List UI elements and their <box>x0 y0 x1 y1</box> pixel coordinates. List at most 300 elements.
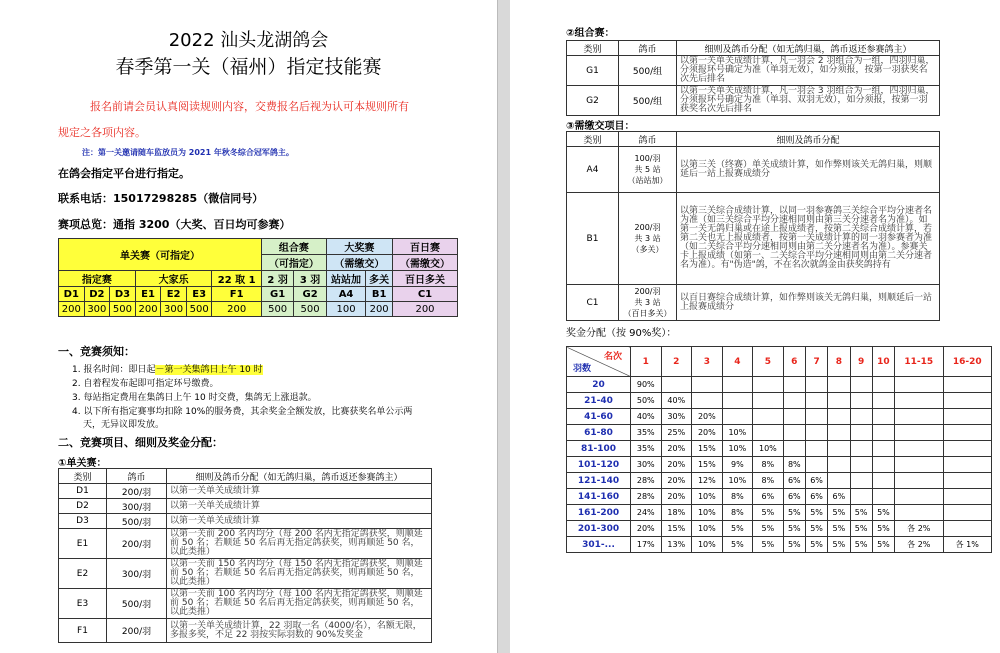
fee-table <box>566 131 940 321</box>
page-right <box>510 0 1000 653</box>
prize-cell <box>943 393 992 409</box>
prize-cell <box>895 377 943 393</box>
single-heading: ①单关赛： <box>58 458 107 469</box>
prize-col-header: 5 <box>753 347 784 377</box>
prize-cell <box>828 409 850 425</box>
table-row <box>567 489 992 505</box>
group-price: 500/组 <box>619 86 677 116</box>
table-row <box>59 529 432 559</box>
prize-cell: 20% <box>692 409 723 425</box>
prize-cell: 6% <box>805 473 827 489</box>
single-type: E3 <box>59 589 107 619</box>
table-row <box>567 425 992 441</box>
prize-col-header: 9 <box>850 347 872 377</box>
table-row <box>567 377 992 393</box>
prize-cell <box>850 409 872 425</box>
summary-price-b1: 200 <box>366 302 393 317</box>
prize-cell <box>805 393 827 409</box>
prize-row-label: 61-80 <box>567 425 631 441</box>
prize-cell <box>783 377 805 393</box>
summary-price-a4: 100 <box>326 302 365 317</box>
prize-cell: 5% <box>850 505 872 521</box>
prize-row-label: 20 <box>567 377 631 393</box>
summary-price-e3: 500 <box>186 302 212 317</box>
summary-hundred-sub: （需缴交） <box>393 255 458 271</box>
prize-cell: 8% <box>722 505 753 521</box>
prize-cell <box>722 393 753 409</box>
prize-cell <box>872 441 894 457</box>
prize-cell <box>872 473 894 489</box>
prize-cell <box>850 489 872 505</box>
summary-code-e3: E3 <box>186 287 212 302</box>
summary-single: 单关赛（可指定） <box>59 239 262 271</box>
summary-code-c1: C1 <box>393 287 458 302</box>
prize-cell <box>943 441 992 457</box>
prize-cell: 5% <box>753 521 784 537</box>
prize-cell: 15% <box>692 457 723 473</box>
single-type: D3 <box>59 514 107 529</box>
prize-cell: 17% <box>631 537 662 553</box>
summary-hundred-multi: 百日多关 <box>393 271 458 287</box>
fee-type: A4 <box>567 147 619 193</box>
table-row <box>567 537 992 553</box>
summary-zhanzhanjia: 站站加 <box>326 271 365 287</box>
prize-cell <box>895 457 943 473</box>
prize-cell: 20% <box>661 441 692 457</box>
prize-corner-bottom: 羽数 <box>573 364 592 374</box>
fee-type: C1 <box>567 285 619 321</box>
summary-code-a4: A4 <box>326 287 365 302</box>
single-detail: 以第一关单关成绩计算 <box>167 514 432 529</box>
prize-cell: 5% <box>828 537 850 553</box>
table-row <box>567 441 992 457</box>
group-detail: 以第一关单关成绩计算，凡一羽会 3 羽组合为一组，四羽归巢，分须报环号确定为准（单羽、双羽无效），如分须报，按第一羽获奖名次先后排名 <box>677 86 940 116</box>
group-col-detail: 细则及鸽币分配（如无鸽归巢，鸽币返还参赛鸽主） <box>677 41 940 56</box>
prize-cell: 30% <box>661 409 692 425</box>
summary-price-e1: 200 <box>135 302 161 317</box>
group-col-type: 类别 <box>567 41 619 56</box>
group-heading: ②组合赛： <box>566 28 615 39</box>
page-left <box>0 0 497 653</box>
prize-cell: 28% <box>631 489 662 505</box>
prize-cell: 5% <box>805 505 827 521</box>
prize-cell <box>692 393 723 409</box>
prize-col-header: 2 <box>661 347 692 377</box>
single-col-type: 类别 <box>59 469 107 484</box>
single-col-detail: 细则及鸽币分配（如无鸽归巢，鸽币返还参赛鸽主） <box>167 469 432 484</box>
prize-cell: 90% <box>631 377 662 393</box>
prize-col-header: 6 <box>783 347 805 377</box>
prize-col-header: 16-20 <box>943 347 992 377</box>
prize-cell <box>895 473 943 489</box>
summary-hundred: 百日赛 <box>393 239 458 255</box>
summary-price-c1: 200 <box>393 302 458 317</box>
single-col-price: 鸽币 <box>107 469 167 484</box>
prize-cell <box>850 473 872 489</box>
prize-cell: 35% <box>631 425 662 441</box>
prize-cell: 40% <box>661 393 692 409</box>
prize-cell: 5% <box>722 521 753 537</box>
prize-cell: 15% <box>661 521 692 537</box>
prize-cell <box>753 377 784 393</box>
summary-g2yu: 2 羽 <box>261 271 293 287</box>
prize-cell: 9% <box>722 457 753 473</box>
prize-cell <box>661 377 692 393</box>
prize-cell <box>828 457 850 473</box>
fee-price-amount: 100/羽 <box>634 154 661 163</box>
fee-col-type: 类别 <box>567 132 619 147</box>
fee-price-kind: （站站加） <box>627 176 668 185</box>
rule2: 2. 自着程发布起即可指定环号缴费。 <box>72 379 219 389</box>
prize-cell: 6% <box>783 489 805 505</box>
prize-cell <box>872 457 894 473</box>
prize-cell: 5% <box>828 505 850 521</box>
single-price: 200/羽 <box>107 484 167 499</box>
prize-cell <box>722 377 753 393</box>
table-row <box>59 559 432 589</box>
prize-cell: 8% <box>753 473 784 489</box>
fee-detail: 以第三关（终赛）单关成绩计算，如作弊则该关无鸽归巢，则顺延后一站上报赛成绩分 <box>677 147 940 193</box>
prize-row-label: 161-200 <box>567 505 631 521</box>
single-price: 500/羽 <box>107 589 167 619</box>
prize-cell: 5% <box>783 521 805 537</box>
prize-cell <box>805 409 827 425</box>
prize-cell: 10% <box>692 521 723 537</box>
fee-col-price: 鸽币 <box>619 132 677 147</box>
prize-col-header: 10 <box>872 347 894 377</box>
prize-cell: 15% <box>692 441 723 457</box>
prize-cell: 10% <box>722 425 753 441</box>
prize-cell <box>828 441 850 457</box>
fee-price-amount: 200/羽 <box>634 287 661 296</box>
prize-cell: 各 2% <box>895 537 943 553</box>
fee-type: B1 <box>567 193 619 285</box>
prize-cell: 5% <box>783 505 805 521</box>
prize-cell: 8% <box>722 489 753 505</box>
single-type: F1 <box>59 619 107 643</box>
table-row <box>59 484 432 499</box>
table-row <box>59 619 432 643</box>
prize-cell <box>850 377 872 393</box>
fee-heading: ③需缴交项目： <box>566 121 635 132</box>
prize-cell: 5% <box>753 537 784 553</box>
summary-code-e1: E1 <box>135 287 161 302</box>
prize-cell: 5% <box>872 505 894 521</box>
group-table <box>566 40 940 116</box>
prize-cell <box>805 425 827 441</box>
table-row <box>567 86 940 116</box>
single-detail: 以第一关单关成绩计算 <box>167 499 432 514</box>
prize-cell <box>753 425 784 441</box>
prize-cell: 20% <box>661 473 692 489</box>
prize-cell <box>943 377 992 393</box>
summary-group: 组合赛 <box>261 239 326 255</box>
prize-cell <box>692 377 723 393</box>
prize-cell: 30% <box>631 457 662 473</box>
prize-cell <box>850 393 872 409</box>
prize-cell <box>943 505 992 521</box>
prize-cell: 20% <box>661 489 692 505</box>
table-row <box>567 473 992 489</box>
table-row <box>567 193 940 285</box>
prize-cell: 10% <box>692 537 723 553</box>
table-row <box>59 499 432 514</box>
prize-cell <box>828 425 850 441</box>
prize-cell <box>872 425 894 441</box>
prize-table <box>566 346 992 553</box>
single-price: 300/羽 <box>107 559 167 589</box>
single-detail: 以第一关单关成绩计算 <box>167 484 432 499</box>
fee-price <box>619 285 677 321</box>
prize-col-header: 8 <box>828 347 850 377</box>
prize-row-label: 41-60 <box>567 409 631 425</box>
fee-col-detail: 细则及鸽币分配 <box>677 132 940 147</box>
prize-cell: 20% <box>631 521 662 537</box>
summary-group-sub: （可指定） <box>261 255 326 271</box>
fee-price-kind: （多关） <box>631 245 664 254</box>
summary-code-b1: B1 <box>366 287 393 302</box>
prize-cell: 20% <box>661 457 692 473</box>
prize-cell <box>943 425 992 441</box>
prize-cell <box>805 441 827 457</box>
prize-cell <box>828 377 850 393</box>
summary-grand: 大奖赛 <box>326 239 392 255</box>
summary-price-d2: 300 <box>84 302 110 317</box>
prize-col-header: 11-15 <box>895 347 943 377</box>
summary-price-e2: 300 <box>161 302 187 317</box>
prize-cell <box>895 505 943 521</box>
prize-row-label: 301-... <box>567 537 631 553</box>
summary-price-f1: 200 <box>212 302 261 317</box>
prize-cell <box>872 489 894 505</box>
prize-cell <box>943 473 992 489</box>
single-price: 200/羽 <box>107 529 167 559</box>
single-type: D1 <box>59 484 107 499</box>
notice-line2: 规定之各项内容。 <box>58 126 146 139</box>
prize-cell: 12% <box>692 473 723 489</box>
prize-cell <box>943 489 992 505</box>
summary-price-g1: 500 <box>261 302 293 317</box>
prize-cell: 20% <box>692 425 723 441</box>
prize-cell <box>943 409 992 425</box>
table-row <box>567 457 992 473</box>
prize-cell <box>783 393 805 409</box>
prize-cell <box>783 425 805 441</box>
summary-code-d3: D3 <box>110 287 136 302</box>
prize-cell: 8% <box>783 457 805 473</box>
summary-price-g2: 500 <box>294 302 326 317</box>
summary-g3yu: 3 羽 <box>294 271 326 287</box>
summary-grand-sub: （需缴交） <box>326 255 392 271</box>
prize-cell <box>783 409 805 425</box>
summary-code-d2: D2 <box>84 287 110 302</box>
prize-cell: 18% <box>661 505 692 521</box>
fee-price-stations: 共 3 站 <box>634 298 661 307</box>
prize-cell: 5% <box>828 521 850 537</box>
prize-heading: 奖金分配（按 90%奖）： <box>566 328 677 339</box>
prize-cell: 13% <box>661 537 692 553</box>
section1-heading: 一、竞赛须知： <box>58 345 135 358</box>
single-price: 500/羽 <box>107 514 167 529</box>
rule4: 4. 以下所有指定赛事均扣除 10%的服务费，其余奖金全额发放，比赛获奖名单公示两 <box>72 407 413 417</box>
prize-cell <box>805 457 827 473</box>
prize-corner-top: 名次 <box>603 352 622 362</box>
prize-corner <box>567 347 631 377</box>
single-table <box>58 468 432 643</box>
table-row <box>567 521 992 537</box>
table-row <box>567 409 992 425</box>
rule1-text: 1. 报名时间：即日起 <box>72 365 156 375</box>
prize-col-header: 7 <box>805 347 827 377</box>
prize-cell <box>783 441 805 457</box>
summary-code-d1: D1 <box>59 287 85 302</box>
prize-col-header: 1 <box>631 347 662 377</box>
prize-col-header: 4 <box>722 347 753 377</box>
single-type: E1 <box>59 529 107 559</box>
overview-text: 赛项总览：通指 3200（大奖、百日均可参赛） <box>58 218 291 231</box>
prize-cell <box>895 441 943 457</box>
page-gap-scrollbar[interactable] <box>497 0 510 653</box>
prize-cell: 5% <box>872 537 894 553</box>
single-detail: 以第一关前 200 名内均分（每 200 名内无指定鸽获奖，则顺延前 50 名；若顺延 50 名后再无指定鸽获奖，则再顺延 50 名，以此类推） <box>167 529 432 559</box>
table-row <box>567 505 992 521</box>
fee-price-amount: 200/羽 <box>634 223 661 232</box>
summary-price-d3: 500 <box>110 302 136 317</box>
prize-row-label: 81-100 <box>567 441 631 457</box>
prize-row-label: 201-300 <box>567 521 631 537</box>
group-type: G2 <box>567 86 619 116</box>
prize-cell: 6% <box>828 489 850 505</box>
prize-cell: 50% <box>631 393 662 409</box>
prize-cell: 5% <box>783 537 805 553</box>
summary-zhiding: 指定赛 <box>59 271 136 287</box>
phone-text: 联系电话：15017298285（微信同号） <box>58 192 264 205</box>
prize-cell: 28% <box>631 473 662 489</box>
summary-price-d1: 200 <box>59 302 85 317</box>
group-type: G1 <box>567 56 619 86</box>
prize-cell: 6% <box>783 473 805 489</box>
fee-price-stations: 共 3 站 <box>634 234 661 243</box>
single-detail: 以第一关单关成绩计算，22 羽取一名（4000/名），名额无限，多报多奖，不足 22 羽按实际羽数的 90%发奖金 <box>167 619 432 643</box>
single-price: 200/羽 <box>107 619 167 643</box>
group-col-price: 鸽币 <box>619 41 677 56</box>
prize-cell: 6% <box>805 489 827 505</box>
fee-price <box>619 147 677 193</box>
prize-cell <box>895 489 943 505</box>
summary-code-f1: F1 <box>212 287 261 302</box>
prize-cell: 5% <box>805 521 827 537</box>
prize-row-label: 141-160 <box>567 489 631 505</box>
prize-cell: 40% <box>631 409 662 425</box>
prize-cell <box>850 425 872 441</box>
prize-cell: 10% <box>692 505 723 521</box>
table-row <box>567 56 940 86</box>
single-detail: 以第一关前 150 名内均分（每 150 名内无指定鸽获奖，则顺延前 50 名；若顺延 50 名后再无指定鸽获奖，则再顺延 50 名，以此类推） <box>167 559 432 589</box>
rule1-highlight: －第一关集鸽日上午 10 时 <box>155 365 263 375</box>
table-row <box>567 147 940 193</box>
fee-detail: 以第三关综合成绩计算，以同一羽参赛鸽三关综合平均分速者名为准（如三关综合平均分速相同则由第三关分速者名为准）。如第一关无鸽归巢或在途上报成绩者，按第二关综合成绩计算，若第二关也无上报成绩者，按第一关成绩计算的同一羽参赛者为准（如二关综合平均分速相同则由第二关分速者名为准）。参赛关卡上报成绩（如第一、二关综合平均分速相同则由第二关分速者名为准）。有"伪造"鸽，不在名次就鸽金由获奖鸽持有 <box>677 193 940 285</box>
prize-cell: 10% <box>692 489 723 505</box>
table-row <box>59 514 432 529</box>
prize-cell: 10% <box>722 441 753 457</box>
prize-cell: 5% <box>722 537 753 553</box>
summary-q22: 22 取 1 <box>212 271 261 287</box>
single-type: D2 <box>59 499 107 514</box>
doc-title-line1: 2022 汕头龙湖鸽会 <box>168 30 329 51</box>
summary-duoguan: 多关 <box>366 271 393 287</box>
prize-cell: 5% <box>805 537 827 553</box>
prize-col-header: 3 <box>692 347 723 377</box>
prize-cell <box>943 521 992 537</box>
prize-cell: 8% <box>753 457 784 473</box>
prize-row-label: 121-140 <box>567 473 631 489</box>
prize-cell: 6% <box>753 489 784 505</box>
prize-cell: 5% <box>753 505 784 521</box>
summary-code-e2: E2 <box>161 287 187 302</box>
prize-cell: 各 1% <box>943 537 992 553</box>
prize-cell <box>872 377 894 393</box>
rule1 <box>72 362 263 375</box>
prize-cell <box>895 425 943 441</box>
fee-price-kind: （百日多关） <box>623 309 672 318</box>
prize-cell <box>805 377 827 393</box>
notice-line1: 报名前请会员认真阅读规则内容，交费报名后视为认可本规则所有 <box>90 100 409 113</box>
rule4-cont: 天，无异议即发放。 <box>83 420 165 430</box>
prize-cell <box>828 473 850 489</box>
summary-dajiale: 大家乐 <box>135 271 212 287</box>
prize-cell: 5% <box>850 521 872 537</box>
platform-text: 在鸽会指定平台进行指定。 <box>58 167 190 180</box>
table-row <box>59 589 432 619</box>
prize-cell: 25% <box>661 425 692 441</box>
prize-cell: 5% <box>872 521 894 537</box>
prize-cell <box>943 457 992 473</box>
fee-price <box>619 193 677 285</box>
table-row <box>567 285 940 321</box>
note-text: 注：第一关邀请随车监放员为 2021 年秋冬综合冠军鸽主。 <box>82 148 294 157</box>
prize-row-label: 101-120 <box>567 457 631 473</box>
fee-detail: 以百日赛综合成绩计算，如作弊则该关无鸽归巢，则顺延后一站上报赛成绩分 <box>677 285 940 321</box>
prize-cell: 10% <box>753 441 784 457</box>
prize-cell <box>828 393 850 409</box>
doc-title-line2: 春季第一关（福州）指定技能赛 <box>115 56 382 78</box>
table-row <box>567 393 992 409</box>
prize-cell <box>895 409 943 425</box>
rule3: 3. 每站指定费用在集鸽日上午 10 时交费，集鸽无上涨退款。 <box>72 393 317 403</box>
prize-cell <box>850 441 872 457</box>
prize-cell <box>872 393 894 409</box>
prize-cell: 24% <box>631 505 662 521</box>
prize-cell <box>895 393 943 409</box>
fee-price-stations: 共 5 站 <box>634 165 661 174</box>
prize-cell: 各 2% <box>895 521 943 537</box>
single-price: 300/羽 <box>107 499 167 514</box>
single-detail: 以第一关前 100 名内均分（每 100 名内无指定鸽获奖，则顺延前 50 名；若顺延 50 名后再无指定鸽获奖，则再顺延 50 名，以此类推） <box>167 589 432 619</box>
prize-cell <box>850 457 872 473</box>
prize-cell <box>722 409 753 425</box>
prize-cell: 10% <box>722 473 753 489</box>
prize-row-label: 21-40 <box>567 393 631 409</box>
summary-code-g2: G2 <box>294 287 326 302</box>
prize-cell: 5% <box>850 537 872 553</box>
group-detail: 以第一关单关成绩计算，凡一羽会 2 羽组合为一组，四羽归巢，分须报环号确定为准（单羽无效），如分须报，按第一羽获奖名次先后排名 <box>677 56 940 86</box>
summary-table <box>58 238 458 317</box>
section2-heading: 二、竞赛项目、细则及奖金分配： <box>58 436 223 449</box>
group-price: 500/组 <box>619 56 677 86</box>
prize-cell: 35% <box>631 441 662 457</box>
summary-code-g1: G1 <box>261 287 293 302</box>
single-type: E2 <box>59 559 107 589</box>
